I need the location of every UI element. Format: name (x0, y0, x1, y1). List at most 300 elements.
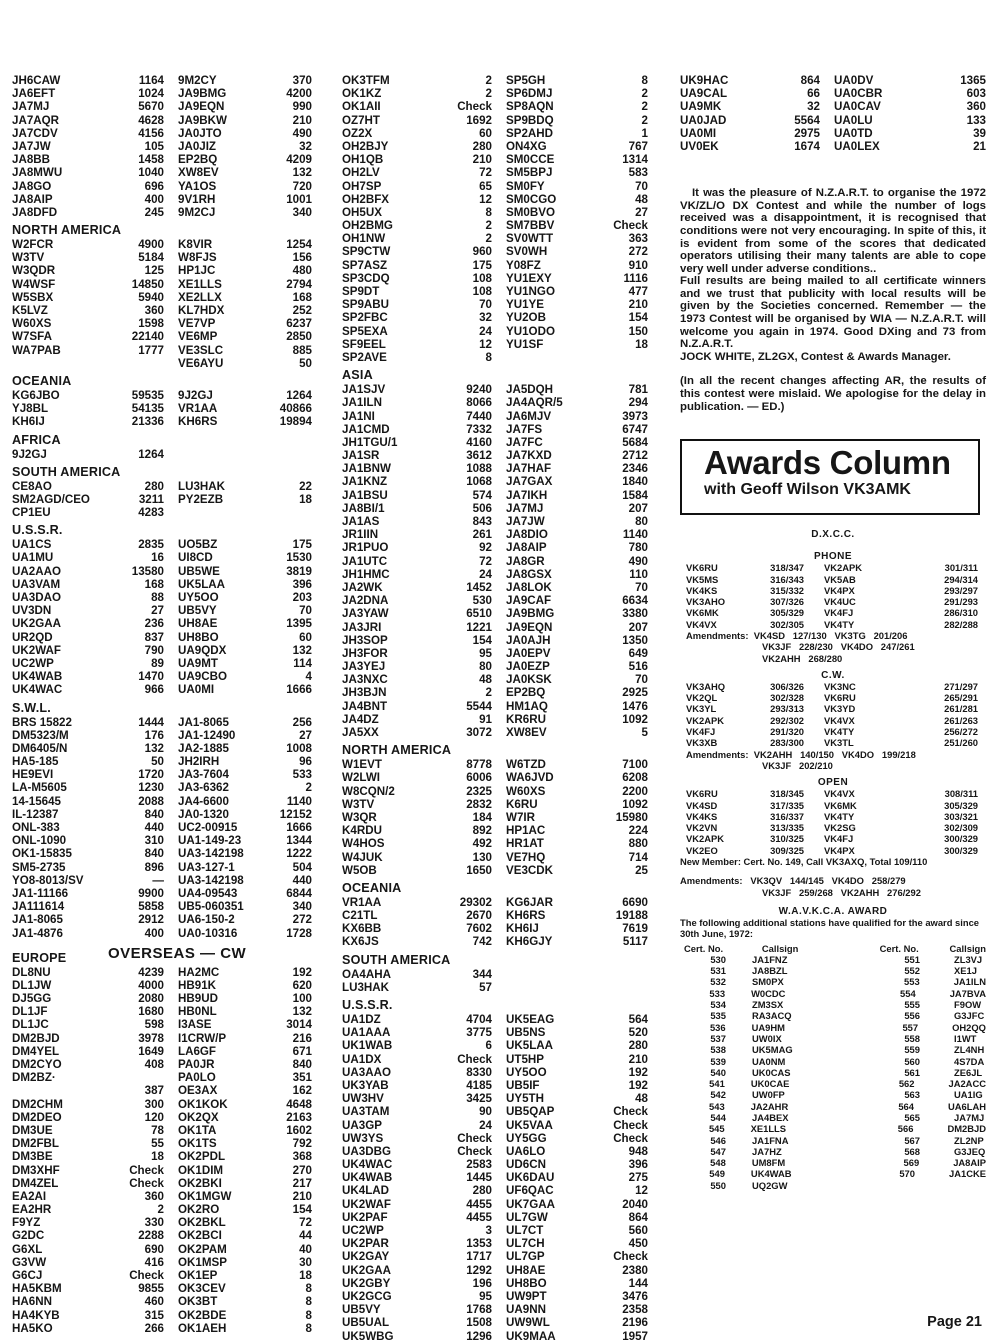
list-item (12, 591, 312, 604)
callsign: CP1EU (12, 506, 51, 520)
score: 477 (628, 285, 648, 298)
score: 293/297 (944, 584, 978, 596)
score: 506 (472, 501, 492, 515)
callsign: F9YZ (12, 1216, 41, 1230)
callsign (164, 506, 258, 519)
callsign: JA2DNA (342, 594, 389, 608)
callsign: XE1LLS (750, 1123, 787, 1135)
score: 168 (292, 290, 312, 304)
list-item (12, 1137, 312, 1150)
score: 154 (628, 311, 648, 325)
list-item (12, 565, 312, 578)
callsign: UA0MI (178, 683, 215, 697)
list-item (342, 193, 648, 206)
cert-no: 551 (904, 953, 920, 965)
list-item (342, 1290, 648, 1303)
callsign: JA4BEX (752, 1111, 789, 1123)
callsign: UK2GAA (342, 1263, 391, 1277)
score: 72 (299, 1216, 312, 1230)
contest-signature: JOCK WHITE, ZL2GX, Contest & Awards Manager. (680, 350, 951, 363)
award-row (680, 811, 986, 822)
score: 16 (151, 551, 164, 565)
score: 256 (292, 715, 312, 729)
list-item (12, 1295, 312, 1308)
callsign: UL7CT (506, 1224, 544, 1237)
callsign: HA5KO (12, 1321, 53, 1335)
callsign: KR6RU (506, 712, 546, 726)
score: 315/332 (770, 584, 804, 596)
list-item (680, 100, 986, 113)
score: 1092 (622, 712, 648, 726)
callsign: HA4KYB (12, 1308, 60, 1322)
callsign: UA4-09543 (178, 886, 238, 900)
score: 316/343 (770, 573, 804, 585)
score: 1254 (286, 238, 312, 252)
score: 50 (151, 755, 164, 769)
score: Check (129, 1269, 164, 1282)
cert-no: 569 (903, 1157, 920, 1169)
score: 3380 (622, 607, 648, 621)
callsign: DL1JC (12, 1018, 49, 1032)
callsign: ZL2NP (954, 1134, 984, 1146)
certificate-row (680, 1022, 986, 1033)
score: 66 (807, 87, 820, 101)
callsign: EA2HR (12, 1203, 52, 1217)
callsign: JA1-4876 (12, 926, 63, 940)
section-heading-oceania-2: OCEANIA (342, 880, 402, 895)
callsign: UB5NS (506, 1026, 546, 1040)
score: 24 (479, 567, 492, 581)
score: Check (613, 1131, 648, 1145)
callsign: DM2CHM (12, 1097, 63, 1111)
score: 864 (628, 1210, 648, 1224)
score: 210 (628, 298, 648, 312)
callsign: UA1-149-23 (178, 834, 242, 848)
list-item (12, 1177, 312, 1190)
list-item (342, 1224, 648, 1237)
score: 1530 (286, 551, 312, 565)
callsign: SP2FBC (342, 311, 388, 325)
score: 1395 (286, 617, 312, 631)
score: 948 (628, 1144, 648, 1158)
list-item (12, 357, 312, 370)
callsign: OK3CEV (178, 1282, 226, 1296)
list-item (342, 1092, 648, 1105)
score: 696 (144, 179, 164, 193)
list-item (12, 729, 312, 742)
list-item (342, 1158, 648, 1171)
callsign: UK4WAB (12, 670, 63, 684)
score: 70 (635, 179, 648, 193)
cert-no: 546 (710, 1134, 726, 1146)
callsign: WA7PAB (12, 343, 61, 357)
list-item (342, 1277, 648, 1290)
score: 108 (472, 285, 492, 298)
callsign: UK1WAB (342, 1039, 393, 1053)
score: 8 (305, 1295, 312, 1309)
callsign: XE1LLS (178, 277, 222, 291)
callsign: JA9EQN (506, 620, 553, 634)
score: 2583 (466, 1158, 492, 1172)
certificate-row (680, 1135, 986, 1146)
callsign: VK6MK (824, 799, 857, 811)
score (596, 981, 648, 994)
north-america-list-2 (342, 758, 648, 877)
callsign: UK5WBG (342, 1329, 394, 1343)
callsign: OK1MSP (178, 1255, 227, 1269)
score: 92 (479, 541, 492, 555)
score: 8 (305, 1308, 312, 1322)
list-item (342, 922, 648, 935)
callsign: C21TL (342, 909, 378, 923)
callsign: WA6JVD (506, 771, 554, 785)
callsign: XE2LLX (178, 290, 222, 304)
callsign: JA1SJV (342, 383, 386, 397)
south-america-list-2 (342, 968, 648, 994)
callsign: YU1SF (506, 337, 544, 351)
callsign: VK2VN (686, 822, 718, 834)
list-item (12, 768, 312, 781)
score: 44 (299, 1229, 312, 1243)
callsign: UA3TAM (342, 1105, 390, 1119)
cert-no-header-2: Cert. No. (879, 942, 919, 954)
callsign: DM5323/M (12, 728, 69, 742)
score: 8 (641, 74, 648, 87)
score: 2 (485, 74, 492, 87)
score (596, 968, 648, 981)
score: 8 (485, 205, 492, 219)
callsign: VK3TL (824, 737, 854, 749)
score: 293/313 (770, 703, 804, 715)
oceania-list-2 (342, 896, 648, 949)
callsign: W0CDC (751, 987, 786, 999)
list-item (12, 1005, 312, 1018)
callsign: JA8AIP (12, 192, 53, 206)
score: 5544 (466, 699, 492, 713)
score: 370 (292, 74, 312, 87)
list-item (342, 968, 648, 981)
callsign: UW9WL (506, 1316, 550, 1330)
callsign: K4RDU (342, 824, 382, 838)
callsign: I1CRW/P (178, 1031, 227, 1045)
callsign: UK4WAC (342, 1158, 393, 1172)
score: 4704 (466, 1013, 492, 1026)
callsign: UB5QAP (506, 1105, 555, 1119)
list-item (342, 824, 648, 837)
callsign: OK1TS (178, 1137, 217, 1151)
score: 7619 (622, 922, 648, 936)
list-item (342, 1039, 648, 1052)
score: 25 (635, 863, 648, 877)
cert-no: 538 (710, 1044, 726, 1056)
list-item (12, 992, 312, 1005)
callsign: JA3-6362 (178, 781, 229, 795)
score: 1230 (138, 781, 164, 795)
list-item (12, 683, 312, 696)
callsign (492, 981, 596, 994)
cert-no: 557 (902, 1021, 919, 1033)
list-item (12, 264, 312, 277)
callsign: DM2BJD (12, 1031, 60, 1045)
score: 1164 (138, 74, 164, 87)
callsign: F9OW (954, 999, 982, 1011)
wavkca-intro: The following additional stations have qualified for the award since 30th June, 1972: (680, 916, 979, 940)
score: 2835 (138, 538, 164, 552)
callsign: UK9HAC (680, 74, 729, 87)
score: 1350 (622, 633, 648, 647)
list-item (12, 402, 312, 415)
score: 210 (628, 1052, 648, 1066)
callsign: UK4WAC (12, 683, 63, 697)
list-item (12, 1203, 312, 1216)
list-item (342, 140, 648, 153)
callsign: HP1JC (178, 264, 216, 278)
callsign: W1EVT (342, 758, 382, 772)
callsign: JH3SOP (342, 633, 388, 647)
callsign: ZL4NH (954, 1044, 985, 1056)
contest-paragraph-1: It was the pleasure of N.Z.A.R.T. to organise the 1972 VK/ZL/O DX Contest and while the number of logs received was a disappointment, it is recognised that conditions were not very encouraging. In spite of this, it is evident from some of the scores that dedicated operators utilising their many talents are able to cope very well under adverse conditions.. (680, 187, 986, 275)
list-item (12, 1216, 312, 1229)
score: 5117 (622, 935, 648, 949)
list-item (12, 100, 312, 113)
callsign: VK4VX (824, 788, 855, 800)
callsign: UK0CAS (752, 1066, 791, 1078)
list-item (12, 87, 312, 100)
list-item (342, 383, 648, 396)
score: 1666 (286, 821, 312, 834)
callsign: JA7BVA (949, 987, 986, 999)
callsign: JA3YEJ (342, 660, 386, 674)
score: 966 (144, 683, 164, 697)
cert-no: 564 (898, 1100, 914, 1112)
callsign: JA7MJ (506, 501, 544, 515)
list-item (12, 291, 312, 304)
score: 21336 (131, 415, 164, 429)
callsign: OK1DIM (178, 1163, 224, 1177)
callsign: OK1-15835 (12, 847, 72, 861)
score: 8778 (466, 758, 492, 772)
callsign: JA7KXD (506, 449, 552, 463)
callsign: VK2APK (824, 562, 863, 574)
callsign: KX6JS (342, 935, 379, 949)
score: 344 (472, 967, 492, 981)
callsign: 9J2GJ (178, 388, 213, 402)
callsign: JA2AHR (750, 1100, 789, 1112)
cert-no-header: Cert. No. (684, 942, 724, 954)
list-item (342, 851, 648, 864)
list-item (12, 493, 312, 506)
callsign-header: Callsign (761, 942, 799, 954)
phone-heading: PHONE (813, 551, 853, 563)
score: 27 (635, 205, 648, 219)
list-item (12, 1150, 312, 1163)
certificate-row (680, 1123, 986, 1134)
score: 1140 (622, 528, 648, 542)
callsign: UK2GAY (342, 1250, 390, 1264)
score: 265/291 (944, 692, 978, 704)
open-list (680, 788, 986, 856)
score: 1365 (960, 74, 986, 87)
callsign: KH6IJ (12, 415, 45, 429)
score: 4209 (286, 153, 312, 167)
list-item (12, 1045, 312, 1058)
list-item (342, 1119, 648, 1132)
callsign: PY2EZB (178, 492, 224, 506)
score: 360 (966, 100, 986, 114)
list-item (12, 861, 312, 874)
score: 245 (144, 205, 164, 219)
list-item (12, 604, 312, 617)
score: 603 (966, 87, 986, 101)
cert-no: 539 (710, 1055, 726, 1067)
score: 313/335 (770, 822, 804, 834)
callsign: UT5HP (506, 1052, 545, 1066)
callsign: JA1BNW (342, 462, 391, 476)
score: Check (613, 1118, 648, 1132)
list-item (12, 506, 312, 519)
callsign: UQ2GW (752, 1179, 788, 1191)
score: 27 (151, 604, 164, 618)
callsign: OH2BFX (342, 192, 390, 206)
cert-no: 562 (898, 1078, 915, 1090)
score: 70 (635, 580, 648, 594)
section-heading-oceania: OCEANIA (12, 373, 72, 388)
score: 2850 (286, 330, 312, 344)
score: 120 (144, 1110, 164, 1124)
callsign: OK1EP (178, 1269, 218, 1282)
callsign: VK3YL (686, 703, 717, 715)
list-item (342, 206, 648, 219)
callsign: UK0CAE (750, 1078, 790, 1090)
score: 416 (144, 1255, 164, 1269)
score: 4 (305, 670, 312, 684)
list-item (12, 1084, 312, 1097)
score: 144 (628, 1276, 648, 1290)
list-item (12, 1190, 312, 1203)
score: 516 (628, 660, 648, 674)
cw-list (680, 681, 986, 749)
score: 224 (628, 824, 648, 838)
score: 261/263 (944, 714, 978, 726)
score: 9240 (466, 383, 492, 397)
score: 317/335 (770, 799, 804, 811)
certificate-row (680, 988, 986, 999)
callsign: W5OB (342, 863, 377, 877)
list-item (12, 1164, 312, 1177)
cert-no: 555 (904, 999, 920, 1011)
list-item (342, 462, 648, 475)
dxcc-heading: D.X.C.C. (811, 529, 855, 541)
score: 318/345 (770, 788, 804, 800)
score: 294 (628, 396, 648, 410)
score: 4239 (138, 965, 164, 979)
callsign: JA7JW (12, 139, 51, 153)
callsign: YA1OS (178, 179, 217, 193)
cert-no: 561 (904, 1066, 920, 1078)
score: 30 (299, 1255, 312, 1269)
score: 1768 (466, 1303, 492, 1317)
score: 1598 (138, 317, 164, 331)
callsign: SM0PX (751, 976, 784, 988)
list-item (342, 1330, 648, 1343)
callsign: UW0FP (752, 1089, 785, 1101)
callsign: JA9EQN (178, 100, 225, 114)
callsign: SV0WTT (506, 232, 554, 246)
score: 90 (479, 1105, 492, 1119)
score: 2380 (622, 1263, 648, 1277)
score: 3978 (138, 1031, 164, 1045)
cw-amendments-2: VK3JF 202/210 (762, 759, 833, 771)
section-heading-ussr-2: U.S.S.R. (342, 998, 393, 1012)
score: 1040 (138, 166, 164, 180)
score: 896 (144, 860, 164, 874)
callsign: YU1NGO (506, 285, 555, 298)
callsign: UK2PAF (342, 1210, 388, 1224)
score: 32 (807, 100, 820, 114)
certificate-row (680, 1033, 986, 1044)
callsign: OK1TA (178, 1123, 217, 1137)
callsign: SP9CTW (342, 245, 391, 259)
callsign: JA3YAW (342, 607, 389, 621)
score: 40 (299, 1242, 312, 1256)
callsign: JA1FNZ (752, 953, 788, 965)
list-item (12, 448, 312, 461)
section-heading-europe: EUROPE (12, 950, 67, 965)
callsign: SM5-2735 (12, 860, 66, 874)
score: 4000 (138, 978, 164, 992)
list-item (12, 551, 312, 564)
cert-no: 548 (710, 1157, 726, 1169)
score: 792 (292, 1137, 312, 1151)
section-heading-swl: S.W.L. (12, 700, 51, 715)
award-row (680, 845, 986, 856)
score: 251/260 (944, 737, 978, 749)
callsign: UA0LU (834, 113, 873, 127)
callsign: DJ5GG (12, 992, 52, 1006)
oceania-list (12, 389, 312, 429)
score: 24 (479, 1118, 492, 1132)
cert-no: 566 (897, 1123, 914, 1135)
score: 8 (305, 1282, 312, 1296)
list-item (342, 272, 648, 285)
callsign: UF6QAC (506, 1184, 554, 1198)
callsign: JA4AQR/5 (506, 396, 563, 410)
list-item (12, 1071, 312, 1084)
callsign: XE1J (954, 965, 977, 977)
callsign: JA7HAF (506, 462, 552, 476)
callsign: VE3CDK (506, 863, 554, 877)
callsign: OK1KZ (342, 87, 382, 101)
award-row (680, 737, 986, 748)
callsign: OH2BJY (342, 139, 389, 153)
list-item (342, 935, 648, 948)
score: 280 (472, 139, 492, 153)
callsign: XW8EV (178, 166, 219, 180)
score: 892 (472, 824, 492, 838)
list-item (12, 979, 312, 992)
score: Check (457, 100, 492, 114)
callsign: JA8AIP (953, 1157, 987, 1169)
score: 2832 (466, 797, 492, 811)
callsign: K6RU (506, 797, 538, 811)
callsign: JA3NXC (342, 673, 388, 687)
callsign: VK5AB (824, 573, 856, 585)
callsign: UA3-142198 (178, 847, 244, 861)
list-item (12, 153, 312, 166)
callsign: OA4AHA (342, 967, 391, 981)
score: 6208 (622, 771, 648, 785)
callsign: UA0NM (752, 1055, 786, 1067)
